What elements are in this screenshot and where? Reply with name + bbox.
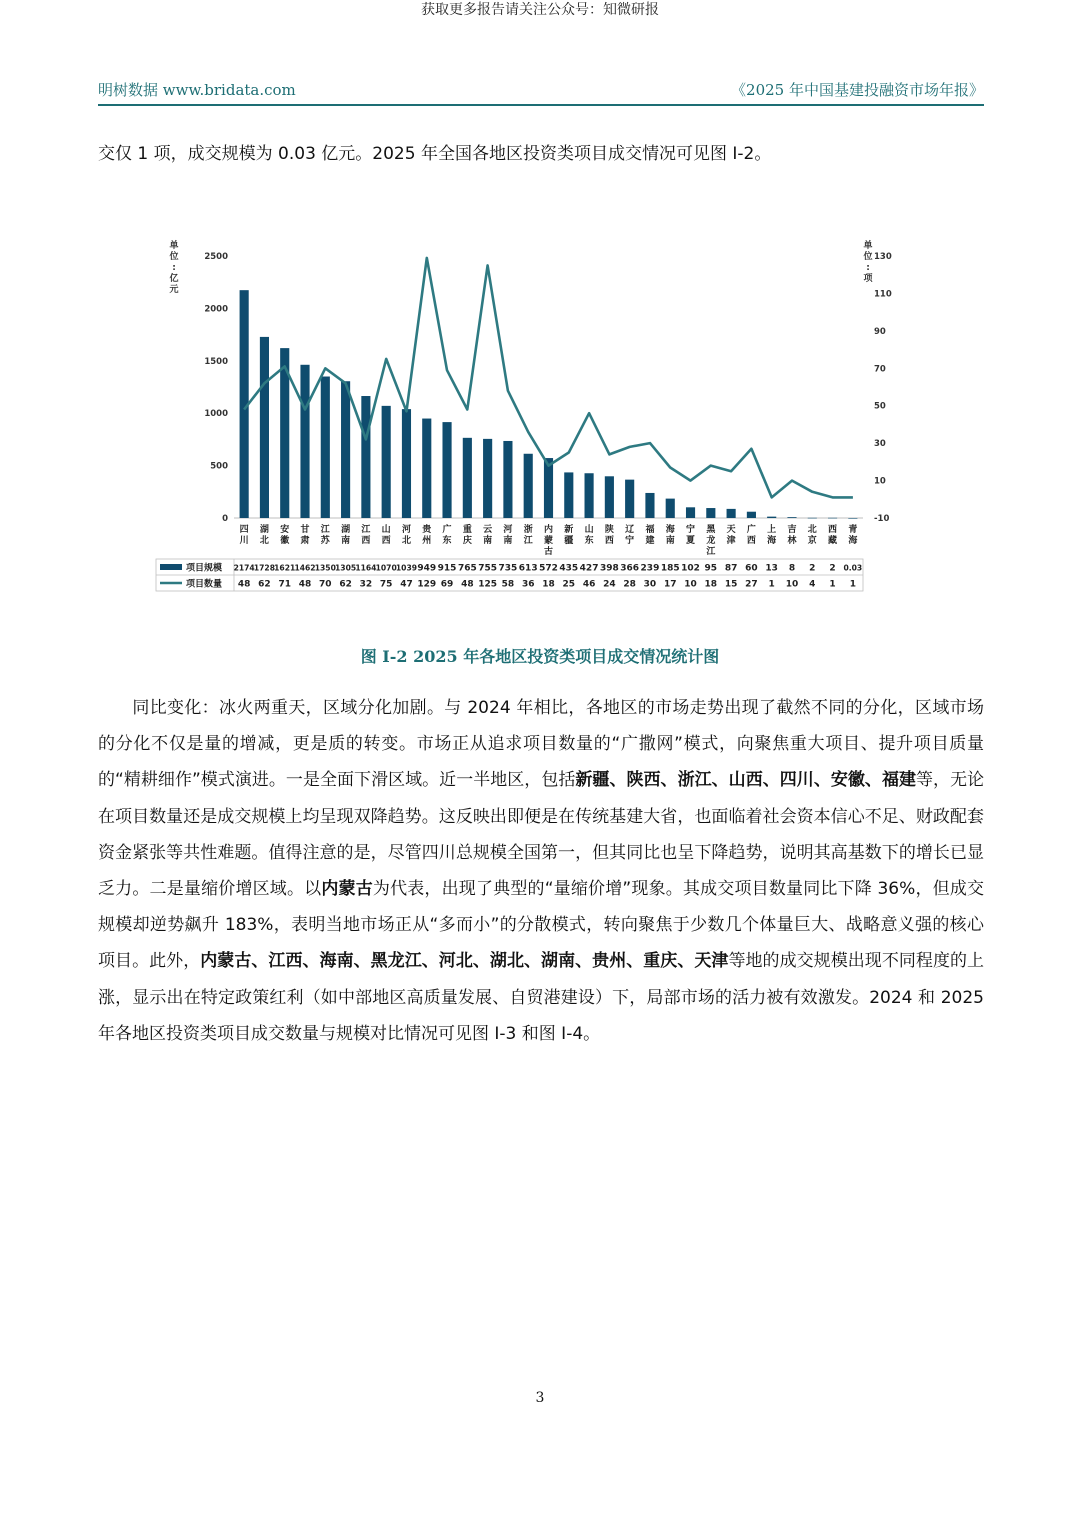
bar-陕西 <box>605 476 614 518</box>
category-label: 建 <box>645 536 655 546</box>
category-label: 东 <box>584 536 594 546</box>
chart-container <box>150 236 892 596</box>
header-right: 《2025 年中国基建投融资市场年报》 <box>731 81 984 99</box>
data-label-count: 1 <box>768 579 775 590</box>
data-label-count: 10 <box>785 579 799 590</box>
data-label-count: 28 <box>623 579 636 590</box>
data-label-scale: 735 <box>498 563 518 574</box>
left-axis-unit-label: 位 <box>169 252 179 262</box>
bar-河南 <box>503 441 512 518</box>
bar-江西 <box>361 396 370 518</box>
category-label: 江 <box>706 547 716 557</box>
bar-海南 <box>666 499 675 518</box>
category-label: 上 <box>767 525 777 535</box>
body-bold-1: 新疆 <box>575 770 610 791</box>
category-label: 东 <box>442 536 452 546</box>
category-label: 南 <box>665 536 675 546</box>
data-label-scale: 949 <box>417 563 437 574</box>
category-label: 州 <box>422 536 432 546</box>
category-label: 云 <box>483 525 493 535</box>
lead-paragraph: 交仅 1 项，成交规模为 0.03 亿元。2025 年全国各地区投资类项目成交情况可见图 I-2。 <box>98 144 772 164</box>
data-label-count: 47 <box>400 579 413 590</box>
category-label: 北 <box>807 525 817 535</box>
body-text-1: 同比变化：冰火两重天，区域分化加剧。与 2024 年相比，各地区的市场走势出现了截然不同的分化，区域市场的分化不仅是量的增减，更是质的转变。市场正从追求项目数量的“广撒网”模式，向聚焦重大项目、提升项目质量的“精耕细作”模式演进。一是全面下滑区域。近一半地区，包括 <box>98 698 984 791</box>
body-text-3: 为代表，出现了典型的“量缩价增”现象。其成交项目数量同比下降 36%，但成交规模却逆势飙升 183%，表明当地市场正从“多而小”的分散模式，转向聚焦于少数几个体量巨大、战略意义强的核心项目。此外， <box>98 879 984 972</box>
bar-天津 <box>727 509 736 518</box>
left-tick-label: 0 <box>222 514 228 524</box>
left-axis-unit-label: 单 <box>169 241 179 251</box>
data-label-scale: 427 <box>579 563 599 574</box>
data-label-scale: 1039 <box>395 563 418 573</box>
data-label-scale: 8 <box>788 563 796 574</box>
data-label-count: 70 <box>319 579 332 590</box>
data-label-scale: 613 <box>518 563 538 574</box>
top-banner: 获取更多报告请关注公众号：知微研报 <box>421 2 659 18</box>
data-label-scale: 60 <box>745 563 758 574</box>
data-label-scale: 366 <box>620 563 640 574</box>
body-bold-7: 福建 <box>881 770 917 791</box>
legend-label-line: 项目数量 <box>186 579 223 590</box>
category-label: 宁 <box>686 525 696 535</box>
category-label: 浙 <box>523 525 533 535</box>
data-label-scale: 1621 <box>274 563 296 573</box>
category-label: 徽 <box>280 536 290 546</box>
category-label: 肃 <box>300 536 310 546</box>
bar-河北 <box>402 409 411 518</box>
category-label: 庆 <box>462 536 472 546</box>
data-label-count: 48 <box>298 579 312 590</box>
data-label-count: 18 <box>704 579 718 590</box>
data-label-scale: 915 <box>437 563 457 574</box>
category-label: 西 <box>381 536 391 546</box>
page-header <box>98 80 984 106</box>
left-tick-label: 2000 <box>204 304 228 315</box>
data-label-scale: 1070 <box>375 563 397 573</box>
data-label-scale: 755 <box>478 563 498 574</box>
right-tick-label: -10 <box>874 514 890 524</box>
category-label: 陕 <box>604 525 614 535</box>
bar-贵州 <box>422 419 431 518</box>
category-label: 北 <box>401 536 411 546</box>
right-axis-unit-label: 单 <box>863 241 873 251</box>
data-label-count: 36 <box>521 579 535 590</box>
bar-宁夏 <box>686 507 695 518</box>
category-label: 古 <box>543 547 554 557</box>
right-tick-label: 30 <box>874 439 886 450</box>
body-bold-9: 内蒙古、江西、海南、黑龙江、河北、湖北、湖南、贵州、重庆、天津 <box>200 951 729 972</box>
body-sep-4: 、 <box>762 770 780 791</box>
category-label: 江 <box>523 536 533 546</box>
category-label: 青 <box>848 525 858 535</box>
category-label: 湖 <box>259 525 269 535</box>
category-label: 新 <box>564 525 574 535</box>
category-label: 苏 <box>320 536 330 546</box>
right-axis-unit-label: 位 <box>863 252 873 262</box>
data-label-count: 62 <box>339 579 352 590</box>
category-label: 西 <box>604 536 614 546</box>
category-label: 西 <box>361 536 371 546</box>
data-label-count: 1 <box>829 579 836 590</box>
category-label: 四 <box>239 525 249 535</box>
category-label: 福 <box>645 525 655 535</box>
body-text-2: 等，无论在项目数量还是成交规模上均呈现双降趋势。这反映出即便是在传统基建大省，也面临着社会资本信心不足、财政配套资金紧张等共性难题。值得注意的是，尽管四川总规模全国第一，但其同比也呈下降趋势，说明其高基数下的增长已显乏力。二是量缩价增区域。以 <box>98 770 985 900</box>
data-label-count: 62 <box>258 579 271 590</box>
category-label: 广 <box>442 525 452 535</box>
category-label: 宁 <box>625 536 635 546</box>
data-label-scale: 1350 <box>314 563 336 573</box>
right-tick-label: 10 <box>874 476 886 487</box>
body-bold-6: 安徽 <box>830 770 865 791</box>
body-sep-6: 、 <box>864 770 882 791</box>
data-label-scale: 1164 <box>355 563 377 573</box>
right-tick-label: 70 <box>874 364 886 375</box>
category-label: 山 <box>584 525 594 535</box>
data-label-scale: 1462 <box>294 563 316 573</box>
data-label-count: 17 <box>663 579 677 590</box>
data-label-count: 24 <box>603 579 616 590</box>
bar-广东 <box>442 422 451 518</box>
bar-内蒙古 <box>544 458 553 518</box>
bar-上海 <box>767 517 776 518</box>
bar-甘肃 <box>300 365 309 518</box>
body-sep-5: 、 <box>813 770 831 791</box>
data-label-count: 48 <box>461 579 474 590</box>
bar-湖北 <box>260 337 269 518</box>
category-label: 江 <box>361 525 371 535</box>
data-label-count: 75 <box>379 579 393 590</box>
data-label-scale: 239 <box>640 563 660 574</box>
category-label: 南 <box>503 536 513 546</box>
body-sep-2: 、 <box>660 770 678 791</box>
data-label-scale: 1728 <box>253 563 276 573</box>
category-label: 安 <box>280 525 290 535</box>
left-tick-label: 2500 <box>204 252 228 262</box>
category-label: 蒙 <box>543 536 554 546</box>
data-label-count: 10 <box>684 579 697 590</box>
category-label: 河 <box>401 525 411 535</box>
figure-caption: 图 I-2 2025 年各地区投资类项目成交情况统计图 <box>360 647 720 666</box>
data-label-scale: 398 <box>599 563 619 574</box>
category-label: 广 <box>746 525 756 535</box>
data-label-count: 32 <box>359 579 373 590</box>
category-label: 川 <box>239 536 249 546</box>
body-sep-3: 、 <box>711 770 729 791</box>
category-label: 西 <box>828 525 838 535</box>
bar-浙江 <box>524 454 533 518</box>
data-label-scale: 765 <box>457 563 477 574</box>
legend-label-bar: 项目规模 <box>186 563 223 574</box>
data-label-scale: 1305 <box>335 563 357 573</box>
right-axis-unit-label: 项 <box>863 274 873 284</box>
bar-云南 <box>483 439 492 518</box>
category-label: 南 <box>341 536 351 546</box>
body-text-4: 等地的成交规模出现不同程度的上涨，显示出在特定政策红利（如中部地区高质量发展、自贸港建设）下，局部市场的活力被有效激发。2024 和 2025 年各地区投资类项目成交数量与规模对比情况可见图 I-3 和图 I-4。 <box>98 951 985 1044</box>
right-tick-label: 110 <box>874 289 892 300</box>
data-label-scale: 2174 <box>233 563 255 573</box>
bar-吉林 <box>787 517 796 518</box>
bar-西藏 <box>828 518 837 519</box>
data-label-count: 48 <box>237 579 251 590</box>
right-axis-unit-label: : <box>866 263 870 273</box>
category-label: 北 <box>259 536 269 546</box>
body-bold-5: 四川 <box>779 770 814 791</box>
left-tick-label: 1500 <box>204 356 228 367</box>
data-label-scale: 95 <box>704 563 718 574</box>
category-label: 津 <box>726 536 736 546</box>
bar-广西 <box>747 512 756 518</box>
category-label: 龙 <box>706 536 716 546</box>
right-tick-label: 50 <box>874 401 886 412</box>
body-paragraph <box>98 690 984 1052</box>
body-bold-8: 内蒙古 <box>321 879 373 900</box>
body-bold-4: 山西 <box>728 770 763 791</box>
category-label: 海 <box>848 536 858 546</box>
category-label: 辽 <box>625 525 635 535</box>
category-label: 藏 <box>828 536 838 546</box>
data-label-scale: 13 <box>765 563 778 574</box>
category-label: 内 <box>543 525 554 535</box>
data-label-count: 46 <box>582 579 596 590</box>
category-label: 江 <box>320 525 330 535</box>
data-label-count: 129 <box>417 579 437 590</box>
category-label: 吉 <box>787 525 797 535</box>
bar-黑龙江 <box>706 508 715 518</box>
header-left: 明树数据 www.bridata.com <box>98 81 296 99</box>
data-label-scale: 0.03 <box>843 563 863 573</box>
data-label-count: 25 <box>562 579 576 590</box>
data-label-count: 58 <box>501 579 515 590</box>
category-label: 黑 <box>706 525 716 535</box>
category-label: 河 <box>503 525 513 535</box>
data-label-count: 69 <box>440 579 454 590</box>
body-bold-3: 浙江 <box>677 770 712 791</box>
left-axis-unit-label: 元 <box>169 285 179 295</box>
data-label-scale: 87 <box>724 563 738 574</box>
bar-湖南 <box>341 381 350 518</box>
data-label-count: 18 <box>542 579 555 590</box>
category-label: 南 <box>483 536 493 546</box>
body-bold-2: 陕西 <box>626 770 661 791</box>
data-label-count: 27 <box>745 579 758 590</box>
data-label-count: 71 <box>278 579 291 590</box>
category-label: 夏 <box>686 536 696 546</box>
category-label: 甘 <box>300 525 310 535</box>
category-label: 重 <box>462 525 472 535</box>
category-label: 山 <box>381 525 391 535</box>
legend-key-bar <box>160 564 182 570</box>
category-label: 贵 <box>422 525 432 535</box>
left-tick-label: 1000 <box>204 409 228 420</box>
data-label-count: 30 <box>643 579 657 590</box>
bar-福建 <box>645 493 654 518</box>
bar-山东 <box>585 473 594 518</box>
data-label-scale: 2 <box>829 563 836 574</box>
right-tick-label: 130 <box>874 252 892 262</box>
data-label-count: 15 <box>724 579 738 590</box>
bar-新疆 <box>564 472 573 518</box>
data-label-scale: 435 <box>559 563 579 574</box>
bar-山西 <box>382 406 391 518</box>
bar-北京 <box>808 518 817 519</box>
data-label-scale: 2 <box>809 563 816 574</box>
category-label: 海 <box>665 525 675 535</box>
page-number: 3 <box>535 1390 545 1406</box>
category-label: 疆 <box>564 536 574 546</box>
data-label-scale: 185 <box>660 563 680 574</box>
category-label: 湖 <box>341 525 351 535</box>
bar-青海 <box>848 518 857 519</box>
data-label-scale: 572 <box>539 563 558 574</box>
data-label-count: 1 <box>849 579 856 590</box>
category-label: 林 <box>787 536 797 546</box>
data-label-count: 125 <box>478 579 498 590</box>
bar-江苏 <box>321 377 330 518</box>
data-label-scale: 102 <box>681 563 700 574</box>
chart-svg <box>150 236 892 596</box>
left-axis-unit-label: 亿 <box>169 274 179 284</box>
category-label: 西 <box>746 536 756 546</box>
left-axis-unit-label: : <box>172 263 176 273</box>
left-tick-label: 500 <box>210 461 228 472</box>
bar-辽宁 <box>625 480 634 518</box>
data-label-count: 4 <box>809 579 816 590</box>
category-label: 天 <box>726 525 736 535</box>
right-tick-label: 90 <box>874 326 886 337</box>
bar-重庆 <box>463 438 472 518</box>
category-label: 海 <box>767 536 777 546</box>
category-label: 京 <box>807 536 817 546</box>
body-sep-1: 、 <box>609 770 627 791</box>
